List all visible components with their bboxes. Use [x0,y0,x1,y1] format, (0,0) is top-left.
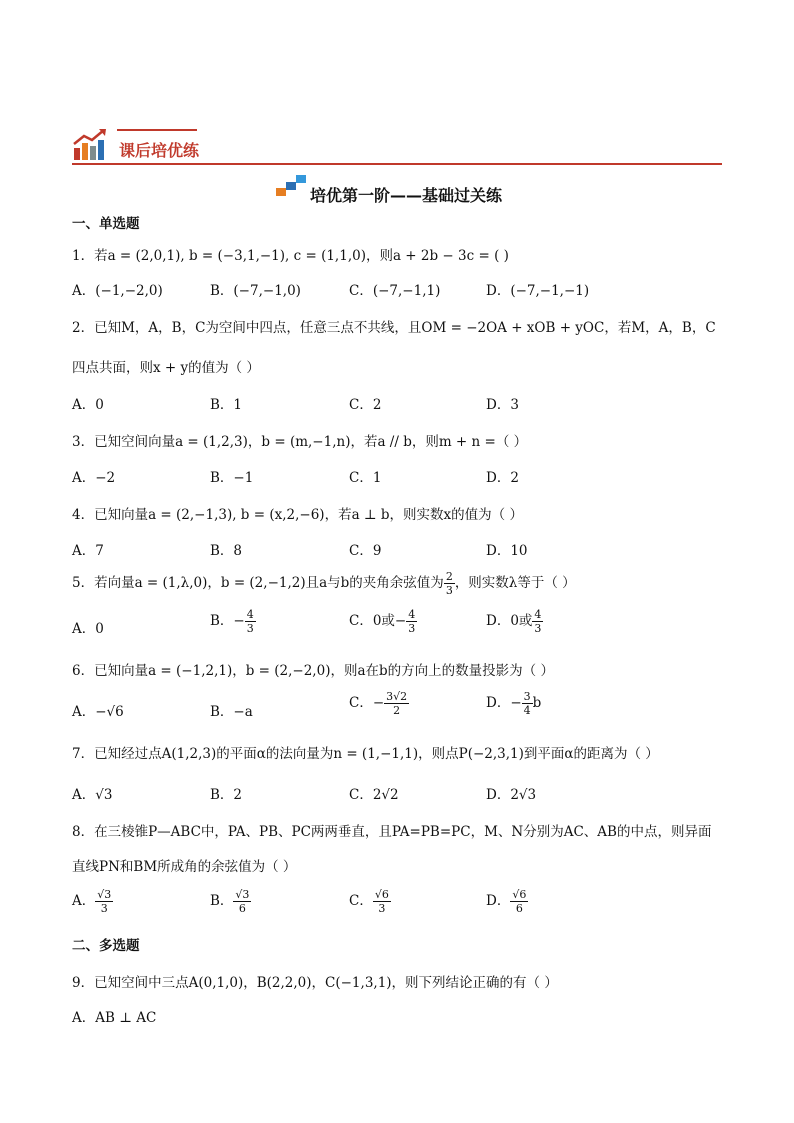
subheader-title: 培优第一阶——基础过关练 [310,186,503,205]
section-single-choice: 一、单选题 [72,216,140,232]
header-accent-line [117,129,197,131]
question-1: 1．若a = (2,0,1), b = (−3,1,−1), c = (1,1,0)，则a + 2b − 3c = ( ) [72,248,509,264]
q5-fraction: $\frac{2}{3}$ [445,570,453,597]
growth-chart-logo [72,128,108,162]
q5-text-pre: 5．若向量a = (1,λ,0)，b = (2,−1,2)且a与b的夹角余弦值为 [72,575,444,591]
q3-option-d: D．2 [486,470,519,486]
q8-option-d: D． $\frac{√6}{6}$ [486,888,527,915]
section-multi-choice: 二、多选题 [72,938,140,954]
q4-option-b: B．8 [210,543,243,559]
q6-option-b: B．−a [210,704,253,720]
q9-option-a: A．AB ⊥ AC [72,1010,157,1026]
q7-option-a: A．√3 [72,787,113,803]
question-2-line-2: 四点共面，则x + y的值为（ ） [72,360,260,376]
q4-option-a: A．7 [72,543,104,559]
q8-option-a: A． $\frac{√3}{3}$ [72,888,112,915]
q8-option-b: B． $\frac{√3}{6}$ [210,888,250,915]
q3-option-a: A．−2 [72,470,116,486]
q2-option-c: C．2 [349,397,382,413]
question-5 [72,570,576,597]
steps-icon [276,174,308,198]
q2-option-b: B．1 [210,397,243,413]
question-4: 4．已知向量a = (2,−1,3), b = (x,2,−6)，若a ⊥ b，则实数x的值为（ ） [72,507,523,523]
q2-option-d: D．3 [486,397,519,413]
q3-option-b: B．−1 [210,470,254,486]
q1-option-b: B．(−7,−1,0) [210,283,301,299]
header-title: 课后培优练 [119,141,200,160]
q6-option-c: C．− $\frac{3√2}{2}$ [349,690,408,717]
q7-option-b: B．2 [210,787,243,803]
q5-text-post: ，则实数λ等于（ ） [454,575,576,591]
question-8-line-2: 直线PN和BM所成角的余弦值为（ ） [72,859,297,875]
header-divider [72,163,722,165]
question-9: 9．已知空间中三点A(0,1,0)，B(2,2,0)，C(−1,3,1)，则下列结论正确的有（ ） [72,975,558,991]
q4-option-c: C．9 [349,543,382,559]
q5-option-c: C．0或− $\frac{4}{3}$ [349,608,416,635]
q1-option-d: D．(−7,−1,−1) [486,283,590,299]
q6-option-d: D．− $\frac{3}{4}$ b [486,690,542,717]
question-6: 6．已知向量a = (−1,2,1)，b = (2,−2,0)，则a在b的方向上的数量投影为（ ） [72,663,554,679]
q2-option-a: A．0 [72,397,104,413]
question-7: 7．已知经过点A(1,2,3)的平面α的法向量为n = (1,−1,1)，则点P(−2,3,1)到平面α的距离为（ ） [72,746,659,762]
q1-option-c: C．(−7,−1,1) [349,283,441,299]
q4-option-d: D．10 [486,543,528,559]
q5-option-d: D．0或 $\frac{4}{3}$ [486,608,542,635]
q7-option-c: C．2√2 [349,787,399,803]
q5-option-a: A．0 [72,621,104,637]
question-3: 3．已知空间向量a = (1,2,3)，b = (m,−1,n)，若a // b，则m + n =（ ） [72,434,528,450]
q1-option-a: A．(−1,−2,0) [72,283,163,299]
question-2-line-1: 2．已知M，A，B，C为空间中四点，任意三点不共线，且OM = −2OA + xOB + yOC，若M，A，B，C [72,320,716,336]
question-8-line-1: 8．在三棱锥P—ABC中，PA、PB、PC两两垂直，且PA=PB=PC，M、N分别为AC、AB的中点，则异面 [72,824,712,840]
q7-option-d: D．2√3 [486,787,537,803]
q5-option-b: B．− $\frac{4}{3}$ [210,608,254,635]
q6-option-a: A．−√6 [72,704,124,720]
q3-option-c: C．1 [349,470,382,486]
q8-option-c: C． $\frac{√6}{3}$ [349,888,389,915]
